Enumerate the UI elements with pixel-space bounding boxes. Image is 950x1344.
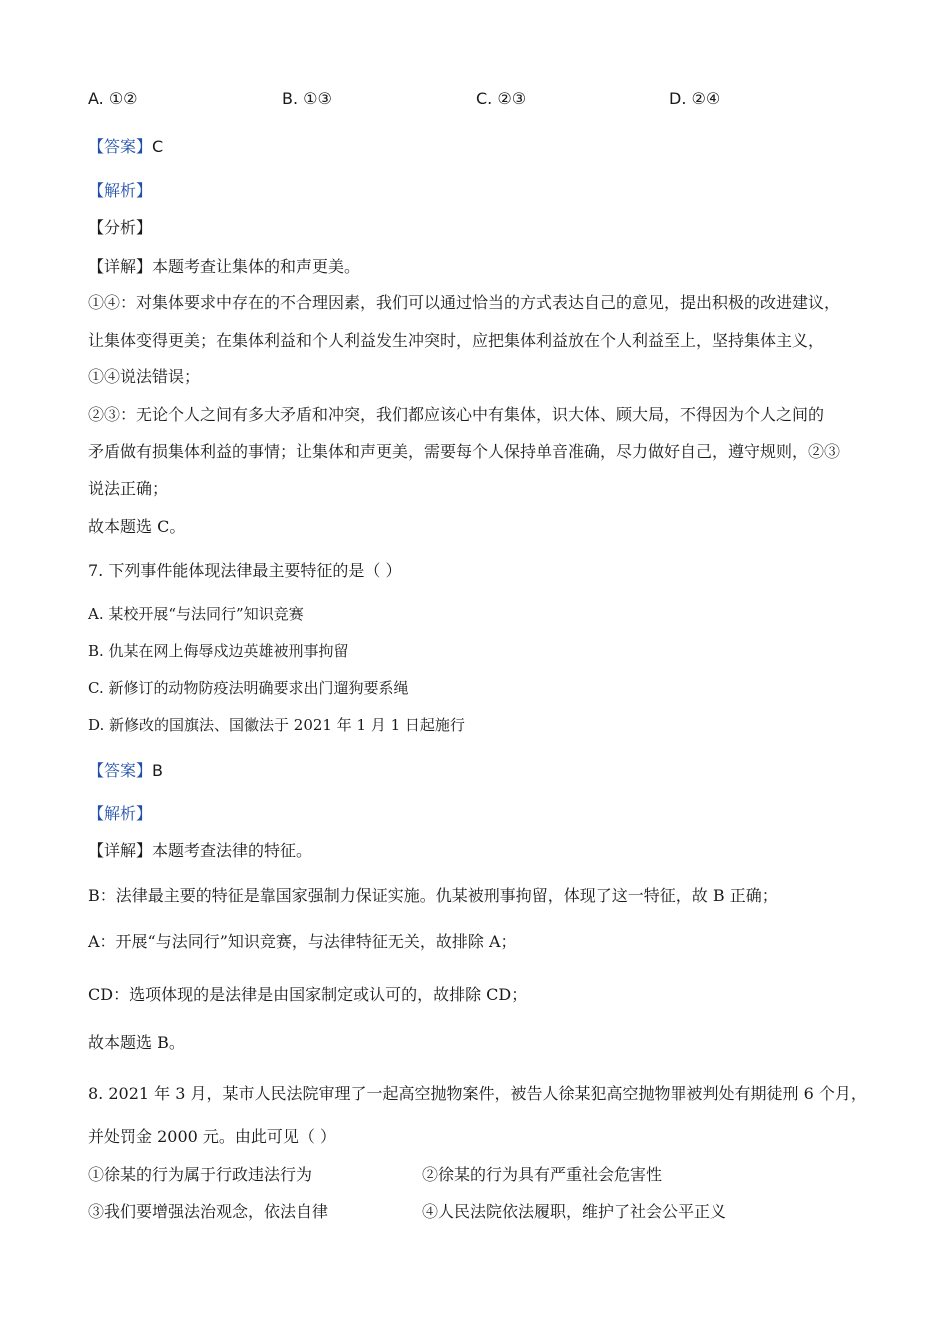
q6-detail-7: 说法正确； [88, 479, 169, 498]
q6-option-a: A. ①② [88, 89, 138, 108]
q8-item-1: ①徐某的行为属于行政违法行为 [88, 1165, 313, 1184]
q6-detail-2: ①④：对集体要求中存在的不合理因素，我们可以通过恰当的方式表达自己的意见，提出积极的改进建议， [88, 293, 841, 312]
q7-option-a: A. 某校开展“与法同行”知识竞赛 [88, 605, 304, 623]
q8-item-2: ②徐某的行为具有严重社会危害性 [422, 1165, 663, 1184]
q7-detail-3: A：开展“与法同行”知识竞赛，与法律特征无关，故排除 A； [88, 932, 517, 951]
q7-detail-4: CD：选项体现的是法律是由国家制定或认可的，故排除 CD； [88, 985, 528, 1004]
q6-detail-1: 【详解】本题考查让集体的和声更美。 [88, 257, 361, 276]
q7-conclusion: 故本题选 B。 [88, 1033, 185, 1052]
q6-option-b: B. ①③ [282, 89, 332, 108]
q8-item-3: ③我们要增强法治观念，依法自律 [88, 1202, 329, 1221]
q6-conclusion: 故本题选 C。 [88, 517, 186, 536]
q6-detail-5: ②③：无论个人之间有多大矛盾和冲突，我们都应该心中有集体，识大体、顾大局，不得因为个人之间的 [88, 405, 825, 424]
answer-value: C [152, 137, 164, 156]
q6-answer [88, 136, 163, 158]
q7-detail-2: B：法律最主要的特征是靠国家强制力保证实施。仇某被刑事拘留，体现了这一特征，故 B 正确； [88, 886, 778, 905]
q6-detail-4: ①④说法错误； [88, 367, 201, 386]
q8-stem-2: 并处罚金 2000 元。由此可见（ ） [88, 1127, 336, 1146]
answer-tag: 【答案】 [88, 761, 153, 780]
q7-analysis-tag: 【解析】 [88, 804, 153, 823]
q6-option-d: D. ②④ [669, 89, 721, 108]
q7-option-b: B. 仇某在网上侮辱戍边英雄被刑事拘留 [88, 642, 349, 660]
answer-tag: 【答案】 [88, 137, 153, 156]
q7-stem: 7. 下列事件能体现法律最主要特征的是（ ） [88, 561, 402, 580]
q8-stem-1: 8. 2021 年 3 月，某市人民法院审理了一起高空抛物案件，被告人徐某犯高空抛物罪被判处有期徒刑 6 个月， [88, 1084, 867, 1103]
answer-value: B [152, 761, 163, 780]
q6-detail-3: 让集体变得更美；在集体利益和个人利益发生冲突时，应把集体利益放在个人利益至上，坚持集体主义， [88, 331, 825, 350]
q8-item-4: ④人民法院依法履职，维护了社会公平正义 [422, 1202, 727, 1221]
q7-detail-1: 【详解】本题考查法律的特征。 [88, 841, 313, 860]
q6-option-c: C. ②③ [476, 89, 527, 108]
q7-answer [88, 760, 163, 782]
q7-option-d: D. 新修改的国旗法、国徽法于 2021 年 1 月 1 日起施行 [88, 716, 465, 734]
q6-detail-6: 矛盾做有损集体利益的事情；让集体和声更美，需要每个人保持单音准确，尽力做好自己，遵守规则，②③ [88, 442, 841, 461]
q6-analysis-tag: 【解析】 [88, 181, 153, 200]
q6-fenxi: 【分析】 [88, 218, 153, 237]
q7-option-c: C. 新修订的动物防疫法明确要求出门遛狗要系绳 [88, 679, 409, 697]
